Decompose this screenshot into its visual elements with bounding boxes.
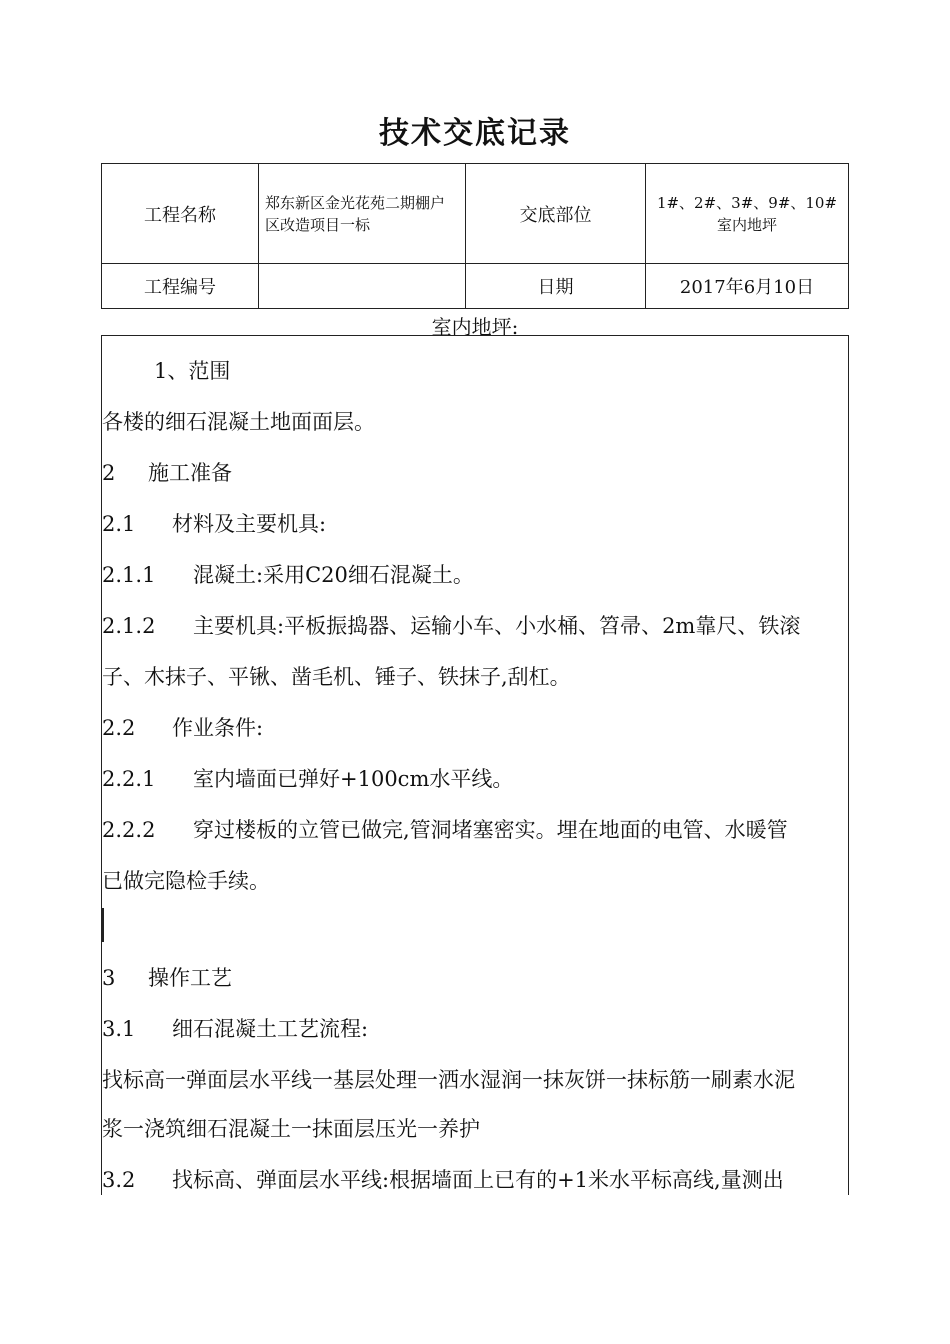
info-table xyxy=(101,163,849,309)
item-number: 2.2.1 xyxy=(102,767,156,791)
date-value: 2017年6月10日 xyxy=(646,264,849,309)
heading-number: 2 xyxy=(102,461,116,485)
item-pipes xyxy=(102,814,788,844)
paragraph-flow-cont: 浆一浇筑细石混凝土一抹面层压光一养护 xyxy=(102,1117,480,1141)
item-pipes-cont: 已做完隐检手续。 xyxy=(102,869,270,893)
project-no-value xyxy=(259,264,466,309)
item-concrete xyxy=(102,559,474,589)
content-box xyxy=(101,335,849,1195)
item-level-marking xyxy=(102,1164,784,1194)
heading-text: 施工准备 xyxy=(148,461,232,485)
item-number: 2.2.2 xyxy=(102,818,156,842)
heading-number: 3 xyxy=(102,966,116,990)
item-number: 2.1.1 xyxy=(102,563,156,587)
heading-conditions xyxy=(102,712,263,742)
item-number: 2.1.2 xyxy=(102,614,156,638)
project-name-value: 郑东新区金光花苑二期棚户区改造项目一标 xyxy=(259,164,466,264)
project-name-label: 工程名称 xyxy=(102,164,259,264)
location-value: 1#、2#、3#、9#、10#室内地坪 xyxy=(646,164,849,264)
paragraph-scope: 各楼的细石混凝土地面面层。 xyxy=(102,410,375,434)
document-title: 技术交底记录 xyxy=(379,116,571,151)
heading-number: 3.1 xyxy=(102,1017,136,1041)
heading-number: 2.2 xyxy=(102,716,136,740)
item-text: 混凝土:采用C20细石混凝土。 xyxy=(193,563,474,587)
paragraph-flow: 找标高一弹面层水平线一基层处理一洒水湿润一抹灰饼一抹标筋一刷素水泥 xyxy=(102,1068,795,1092)
section-label: 室内地坪: xyxy=(431,315,519,339)
heading-number: 2.1 xyxy=(102,512,136,536)
heading-process xyxy=(102,962,232,992)
item-text: 主要机具:平板振捣器、运输小车、小水桶、笤帚、2m靠尺、铁滚 xyxy=(193,614,801,638)
project-no-label: 工程编号 xyxy=(102,264,259,309)
heading-text: 操作工艺 xyxy=(148,966,232,990)
heading-text: 细石混凝土工艺流程: xyxy=(172,1017,369,1041)
heading-preparation xyxy=(102,457,232,487)
item-wall-line xyxy=(102,763,513,793)
info-row-1 xyxy=(102,164,849,264)
item-text: 室内墙面已弹好+100cm水平线。 xyxy=(193,767,514,791)
item-number: 3.2 xyxy=(102,1168,136,1192)
heading-scope: 1、范围 xyxy=(154,359,231,383)
info-row-2 xyxy=(102,264,849,309)
heading-materials xyxy=(102,508,326,538)
item-tools xyxy=(102,610,800,640)
margin-mark xyxy=(102,908,104,942)
item-tools-cont: 子、木抹子、平锹、凿毛机、锤子、铁抹子,刮杠。 xyxy=(102,665,571,689)
item-text: 穿过楼板的立管已做完,管洞堵塞密实。埋在地面的电管、水暖管 xyxy=(193,818,788,842)
heading-text: 作业条件: xyxy=(172,716,264,740)
date-label: 日期 xyxy=(466,264,646,309)
heading-text: 材料及主要机具: xyxy=(172,512,327,536)
location-label: 交底部位 xyxy=(466,164,646,264)
heading-flow xyxy=(102,1013,368,1043)
item-text: 找标高、弹面层水平线:根据墙面上已有的+1米水平标高线,量测出 xyxy=(172,1168,784,1192)
